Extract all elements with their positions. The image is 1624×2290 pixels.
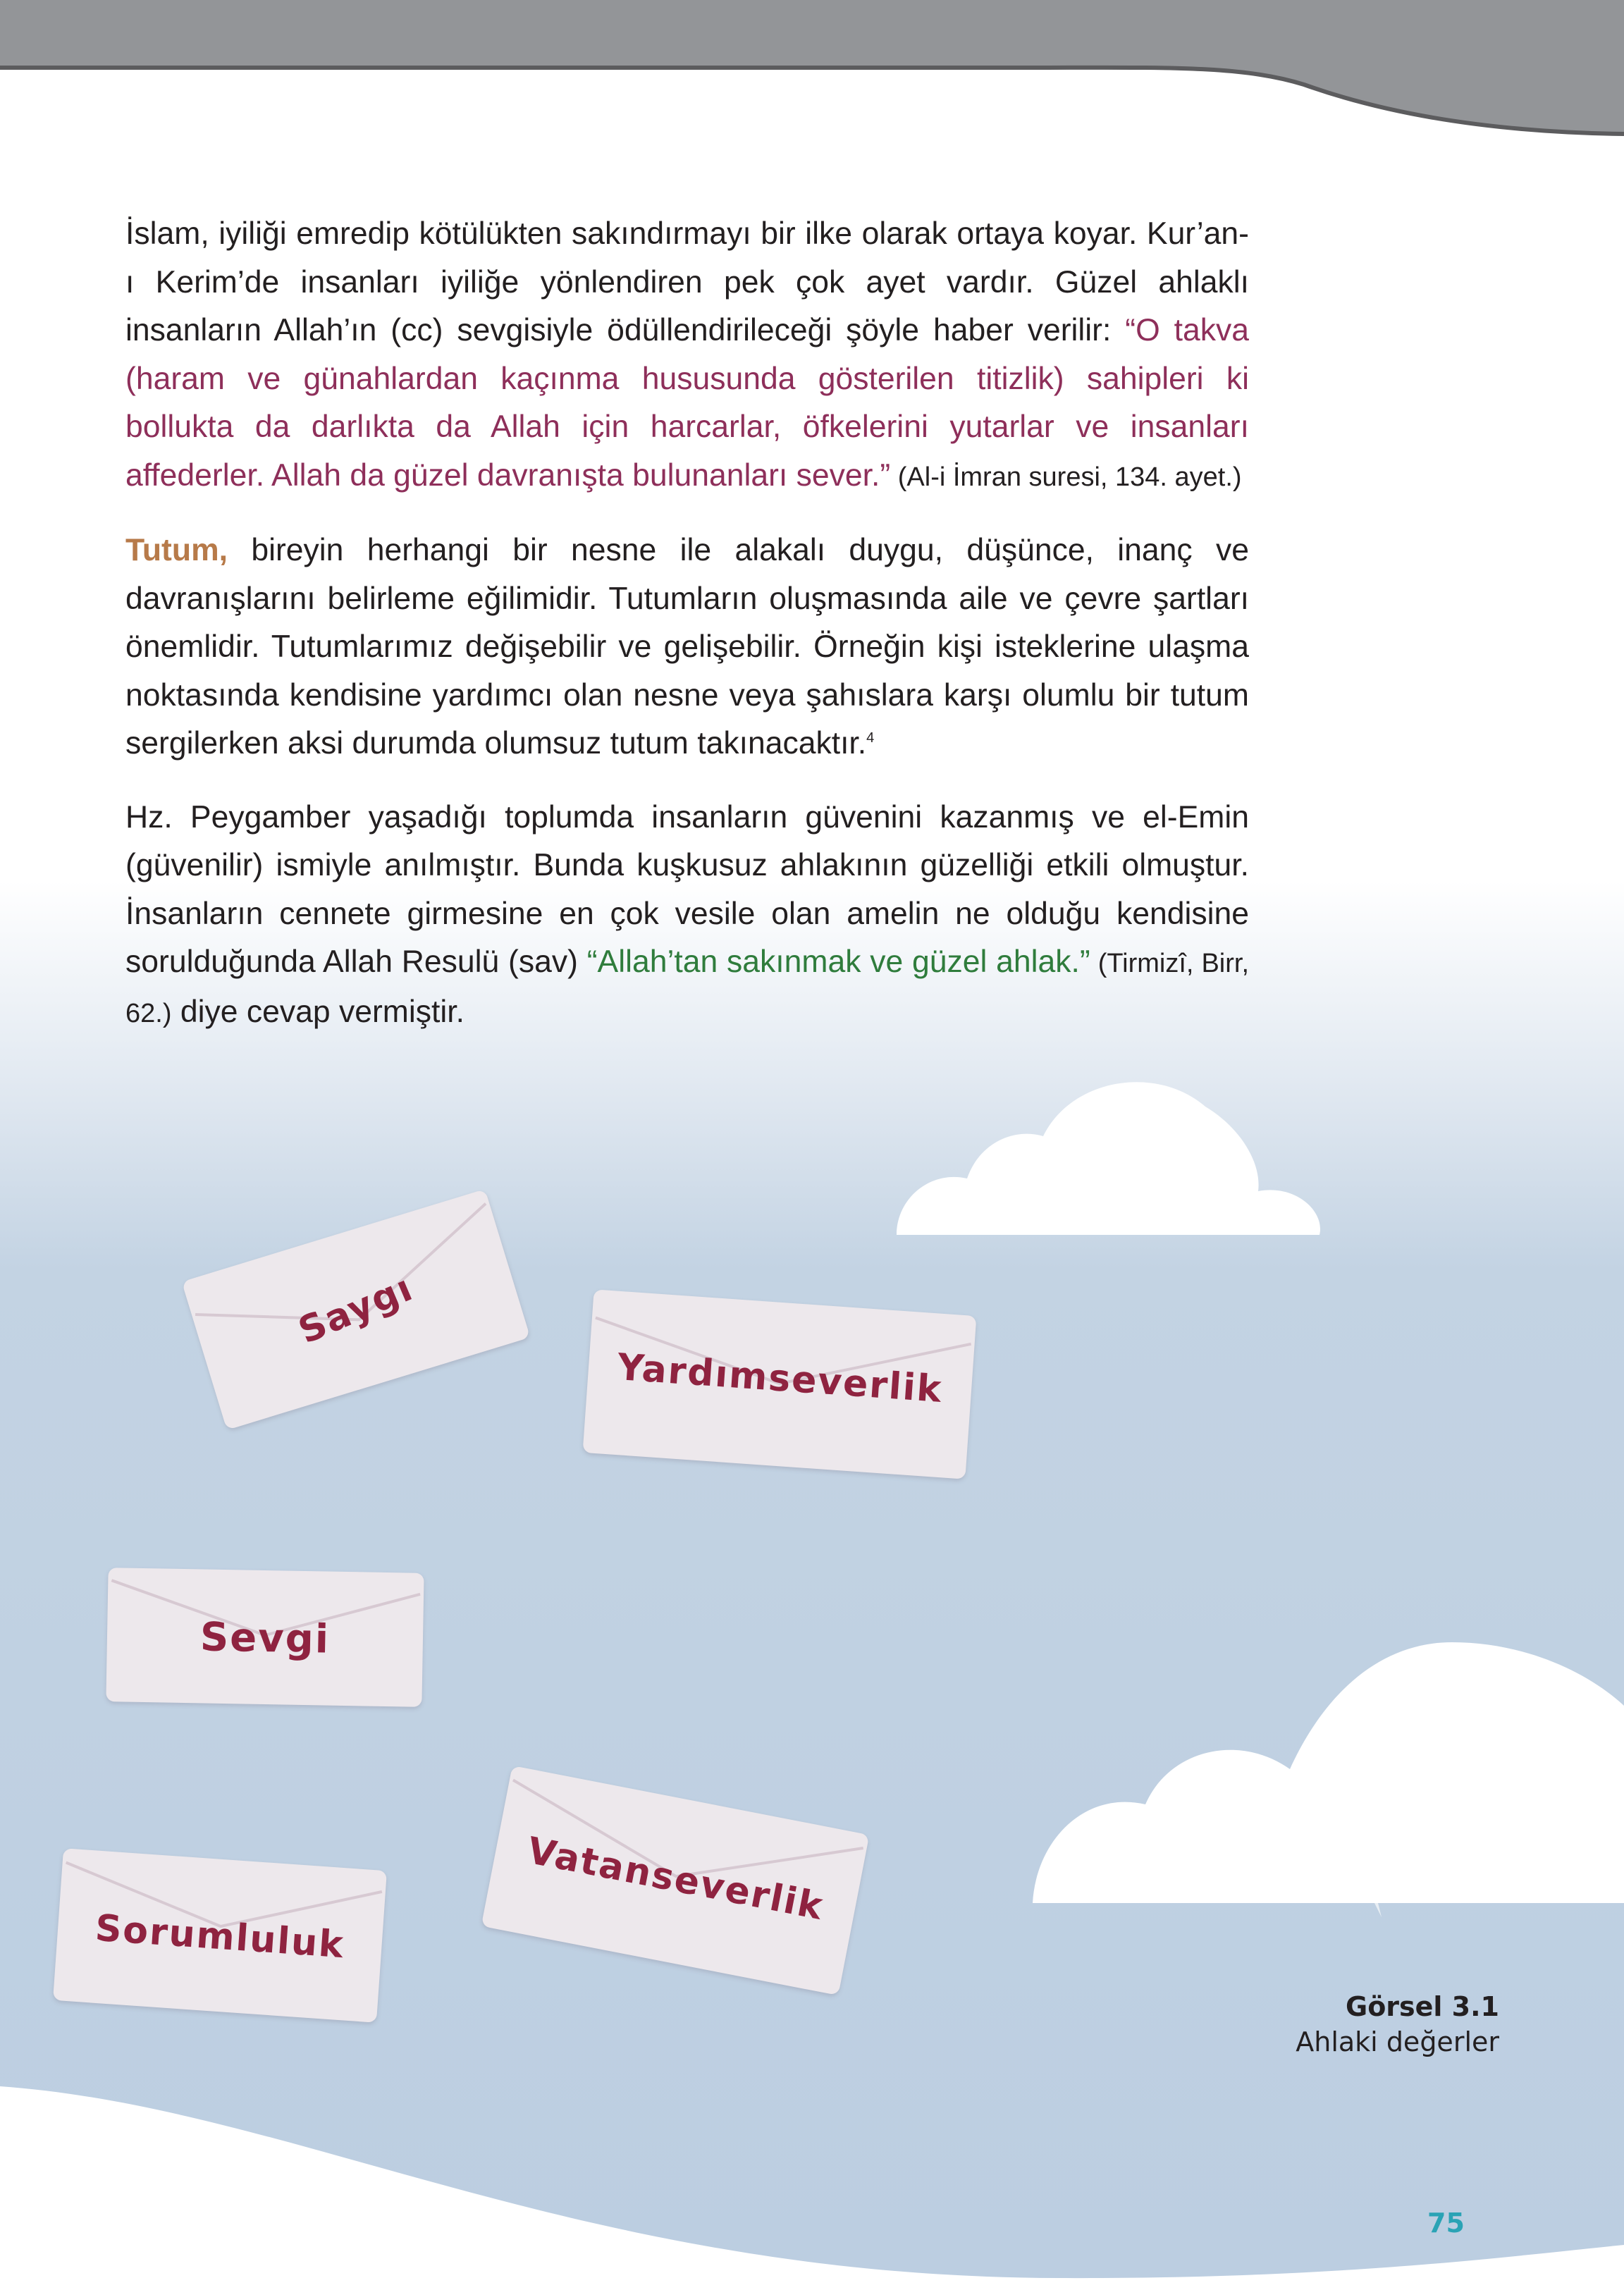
page-number: 75 bbox=[1427, 2208, 1465, 2239]
cloud-large bbox=[1033, 1642, 1624, 1903]
paragraph-1-text: İslam, iyiliği emredip kötülükten sakındırmayı bir ilke olarak ortaya koyar. Kur’an-ı Kerim’de insanları iyiliğe yönlendiren pek çok ayet vardır. Güzel ahlaklı insanların Allah’ın (cc) sevgisiyle ödüllendirileceği şöyle haber verilir: bbox=[125, 216, 1249, 347]
envelope-yardimseverlik bbox=[583, 1289, 977, 1479]
body-text bbox=[125, 210, 1249, 1063]
footer-wave bbox=[0, 2086, 1624, 2290]
envelope-sorumluluk bbox=[53, 1848, 387, 2023]
envelope-sevgi bbox=[106, 1568, 424, 1707]
caption-subtitle: Ahlaki değerler bbox=[1296, 2026, 1499, 2057]
cloud-large-tail bbox=[1374, 1903, 1382, 1917]
cloud-small bbox=[897, 1082, 1320, 1235]
paragraph-3 bbox=[125, 794, 1249, 1038]
paragraph-1 bbox=[125, 210, 1249, 501]
figure-caption bbox=[1296, 1989, 1499, 2060]
hadith-quote: “Allah’tan sakınmak ve güzel ahlak.” bbox=[586, 944, 1090, 979]
paragraph-3-text: Hz. Peygamber yaşadığı toplumda insanların güvenini kazanmış ve el-Emin (güvenilir) ismiyle anılmıştır. Bunda kuşkusuz ahlakının güzelliği etkili olmuştur. İnsanların cennete girmesine en çok vesile olan amelin ne olduğu kendisine sorulduğunda Allah Resulü (sav) bbox=[125, 799, 1249, 979]
footnote-marker: 4 bbox=[866, 730, 875, 746]
caption-title: Görsel 3.1 bbox=[1346, 1991, 1499, 2022]
paragraph-3-end: diye cevap vermiştir. bbox=[171, 994, 465, 1029]
envelope-label-sorumluluk: Sorumluluk bbox=[94, 1907, 346, 1967]
envelope-label-vatanseverlik: Vatanseverlik bbox=[524, 1829, 828, 1929]
envelope-label-saygi: Saygı bbox=[293, 1267, 419, 1353]
paragraph-2 bbox=[125, 527, 1249, 768]
hadith-reference: (Tirmizî, Birr, 62.) bbox=[125, 949, 1249, 1028]
envelope-label-sevgi: Sevgi bbox=[199, 1614, 331, 1663]
term-tutum: Tutum, bbox=[125, 533, 228, 567]
quran-quote: “O takva (haram ve günahlardan kaçınma hususunda gösterilen titizlik) sahipleri ki bollukta da darlıkta da Allah için harcarlar, öfkelerini yutarlar ve insanları affederler. Allah da güzel davranışta bulunanları sever.” bbox=[125, 313, 1249, 493]
envelope-label-yardimseverlik: Yardımseverlik bbox=[615, 1346, 945, 1412]
quran-reference: (Al-i İmran suresi, 134. ayet.) bbox=[890, 462, 1242, 492]
paragraph-2-text: bireyin herhangi bir nesne ile alakalı duygu, düşünce, inanç ve davranışlarını belirleme eğilimidir. Tutumların oluşmasında aile ve çevre şartları önemlidir. Tutumlarımız değişebilir ve gelişebilir. Örneğin kişi isteklerine ulaşma noktasında kendisine yardımcı olan nesne veya şahıslara karşı olumlu bir tutum sergilerken aksi durumda olumsuz tutum takınacaktır. bbox=[125, 533, 1249, 761]
